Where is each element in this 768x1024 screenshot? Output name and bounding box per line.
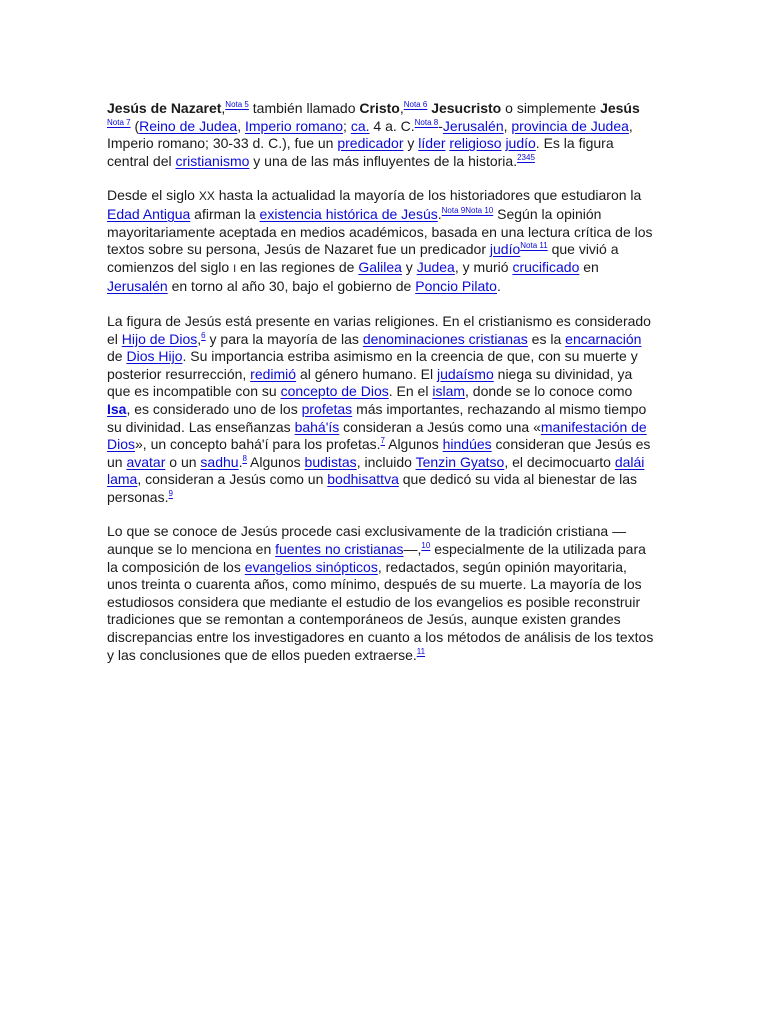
paragraph-historicity <box>107 187 655 296</box>
wiki-link[interactable]: hindúes <box>442 436 492 453</box>
bold-term: Jesús <box>600 100 640 116</box>
text-run: La figura de Jesús está presente en varias religiones. En el cristianismo es considerado el <box>107 312 651 347</box>
wiki-link[interactable]: bahá'ís <box>294 418 340 435</box>
footnote-ref-link[interactable]: 2345 <box>517 152 535 162</box>
footnote-ref <box>168 489 172 498</box>
footnote-ref-link[interactable]: Nota 5 <box>225 100 249 109</box>
text-run: , <box>399 100 404 116</box>
footnote-ref-link[interactable]: 9 <box>168 488 173 498</box>
text-run: . <box>496 278 501 295</box>
wiki-link[interactable]: judaísmo <box>436 365 494 382</box>
footnote-ref <box>404 100 428 109</box>
text-run: al género humano. El <box>296 365 437 382</box>
text-run: también llamado <box>248 100 360 116</box>
text-run: o un <box>165 453 201 470</box>
footnote-ref <box>442 206 494 215</box>
text-run: y para la mayoría de las <box>205 330 363 347</box>
wiki-link[interactable]: budistas <box>304 453 357 470</box>
wiki-link[interactable]: evangelios sinópticos <box>244 558 378 575</box>
wiki-link[interactable]: Hijo de Dios <box>121 330 198 347</box>
text-run: , redactados, según opinión mayoritaria, unos treinta o cuarenta años, como mínimo, después de su muerte. La mayoría de los estudiosos considera que mediante el estudio de los evangelios es posible reconstruir tradiciones que se remontan a contemporáneos de Jesús, aunque existen grandes discrepancias entre los investigadores en cuanto a los métodos de análisis de los textos y las conclusiones que de ellos pueden extraerse. <box>107 558 654 663</box>
wiki-link[interactable]: Isa <box>107 400 127 417</box>
paragraph-sources <box>107 523 655 664</box>
text-run: , consideran a Jesús como un <box>137 471 328 488</box>
paragraph-religions <box>107 313 655 507</box>
text-run: consideran que Jesús es un <box>107 436 651 470</box>
footnote-ref <box>517 153 535 162</box>
text-run: y <box>401 258 417 275</box>
wiki-link[interactable]: provincia de Judea <box>511 117 629 134</box>
footnote-ref-link[interactable]: Nota 7 <box>107 117 131 127</box>
wiki-link[interactable]: redimió <box>250 365 297 382</box>
wiki-link[interactable]: dalái lama <box>107 453 645 488</box>
wiki-link[interactable]: Poncio Pilato <box>415 278 497 295</box>
footnote-ref <box>520 241 547 250</box>
text-run: , <box>503 117 512 134</box>
text-run: y <box>403 135 419 152</box>
text-run: especialmente de la utilizada para la composición de los <box>107 541 646 575</box>
bold-term: Jesucristo <box>431 100 502 116</box>
text-run: , el decimocuarto <box>504 453 615 470</box>
text-run: o simplemente <box>501 100 601 116</box>
text-run: ( <box>130 117 140 134</box>
wiki-link[interactable]: profetas <box>301 400 353 417</box>
text-run: , <box>237 117 245 134</box>
footnote-ref-link[interactable]: Nota 9Nota 10 <box>441 205 494 215</box>
wiki-link[interactable]: existencia histórica de Jesús <box>259 205 438 222</box>
text-run: , <box>221 100 226 116</box>
footnote-ref <box>417 647 425 656</box>
footnote-ref-link[interactable]: Nota 6 <box>403 100 428 109</box>
wiki-link[interactable]: fuentes no cristianas <box>275 541 404 558</box>
wiki-link[interactable]: islam <box>432 383 466 400</box>
text-run: , donde se lo conoce como <box>465 383 633 400</box>
text-run: , Imperio romano; 30-33 d. C.), fue un <box>107 117 633 152</box>
wiki-link[interactable]: denominaciones cristianas <box>362 330 528 347</box>
article-body <box>107 100 655 681</box>
wiki-link[interactable]: Reino de Judea <box>139 117 238 134</box>
footnote-ref <box>415 118 439 127</box>
text-run: Lo que se conoce de Jesús procede casi exclusivamente de la tradición cristiana —aunque se lo menciona en <box>107 523 627 558</box>
footnote-ref-link[interactable]: 8 <box>242 453 247 463</box>
text-run: de <box>107 348 127 365</box>
wiki-link[interactable]: judío <box>505 135 536 152</box>
text-run: afirman la <box>190 205 260 222</box>
text-run: , incluido <box>356 453 416 470</box>
footnote-ref-link[interactable]: Nota 11 <box>520 241 548 251</box>
wiki-link[interactable]: sadhu <box>200 453 239 470</box>
text-run: más importantes, rechazando al mismo tiempo su divinidad. Las enseñanzas <box>107 400 647 435</box>
bold-term: Cristo <box>359 100 400 116</box>
wiki-link[interactable]: encarnación <box>565 330 642 347</box>
wiki-link[interactable]: concepto de Dios <box>280 383 389 400</box>
text-run: Algunos <box>384 436 443 453</box>
wiki-link[interactable]: bodhisattva <box>327 471 399 488</box>
wiki-link[interactable]: judío <box>489 241 521 258</box>
text-run: Algunos <box>246 453 305 470</box>
text-run: hasta la actualidad la mayoría de los historiadores que estudiaron la <box>214 187 642 204</box>
wiki-link[interactable]: líder <box>418 135 446 152</box>
footnote-ref-link[interactable]: 10 <box>421 541 431 551</box>
wiki-link[interactable]: Tenzin Gyatso <box>415 453 505 470</box>
century-numeral: XX <box>198 189 215 204</box>
text-run: . <box>437 205 442 222</box>
text-run: . <box>238 453 243 470</box>
wiki-link[interactable]: avatar <box>126 453 166 470</box>
text-run: —, <box>403 541 422 558</box>
century-numeral: I <box>233 262 237 275</box>
footnote-ref-link[interactable]: 7 <box>380 436 385 446</box>
wiki-link[interactable]: Galilea <box>358 258 402 275</box>
text-run: ; <box>343 117 351 134</box>
text-run: Según la opinión mayoritariamente aceptada en medios académicos, basada en una lectura crítica de los textos sobre su persona, Jesús de Nazaret fue un predicador <box>107 205 653 258</box>
text-run: - <box>438 117 443 134</box>
text-run: consideran a Jesús como una « <box>339 418 541 435</box>
footnote-ref <box>225 100 249 109</box>
wiki-link[interactable]: Jerusalén <box>107 278 168 295</box>
text-run: , es considerado uno de los <box>126 400 302 417</box>
footnote-ref-link[interactable]: Nota 8 <box>414 117 439 127</box>
text-run: que vivió a comienzos del siglo <box>107 241 619 275</box>
text-run: . Es la figura central del <box>107 135 614 169</box>
text-run: , y murió <box>454 258 513 275</box>
wiki-link[interactable]: cristianismo <box>175 152 250 169</box>
text-run: Desde el siglo <box>107 187 199 204</box>
text-run: , <box>197 330 202 347</box>
text-run: que dedicó su vida al bienestar de las personas. <box>107 471 638 505</box>
text-run: y una de las más influyentes de la historia. <box>249 152 518 169</box>
paragraph-intro <box>107 100 655 170</box>
footnote-ref-link[interactable]: 11 <box>416 646 426 656</box>
wiki-link[interactable]: Judea <box>416 258 455 275</box>
text-run: es la <box>527 330 566 347</box>
text-run: en torno al año 30, bajo el gobierno de <box>167 278 416 295</box>
footnote-ref <box>421 541 430 550</box>
wiki-link[interactable]: predicador <box>337 135 404 152</box>
wiki-link[interactable]: Edad Antigua <box>107 205 191 222</box>
wiki-link[interactable]: ca. <box>350 117 370 134</box>
text-run: en las regiones de <box>236 258 359 275</box>
wiki-link[interactable]: manifestación de Dios <box>107 418 647 453</box>
text-run: . En el <box>388 383 433 400</box>
text-run: . Su importancia estriba asimismo en la creencia de que, con su muerte y posterior resurrección, <box>107 348 638 382</box>
wiki-link[interactable]: Dios Hijo <box>126 348 183 365</box>
wiki-link[interactable]: Imperio romano <box>245 117 344 134</box>
footnote-ref-link[interactable]: 6 <box>201 330 206 340</box>
footnote-ref <box>107 118 131 127</box>
wiki-link[interactable]: religioso <box>449 135 502 152</box>
wiki-link[interactable]: crucificado <box>512 258 580 275</box>
text-run: en <box>579 258 599 275</box>
wiki-link[interactable]: Jerusalén <box>442 117 504 134</box>
text-run: 4 a. C. <box>369 117 415 134</box>
bold-term: Jesús de Nazaret <box>107 100 222 116</box>
text-run: », un concepto bahá'í para los profetas. <box>135 436 381 453</box>
text-run: niega su divinidad, ya que es incompatible con su <box>107 365 633 400</box>
